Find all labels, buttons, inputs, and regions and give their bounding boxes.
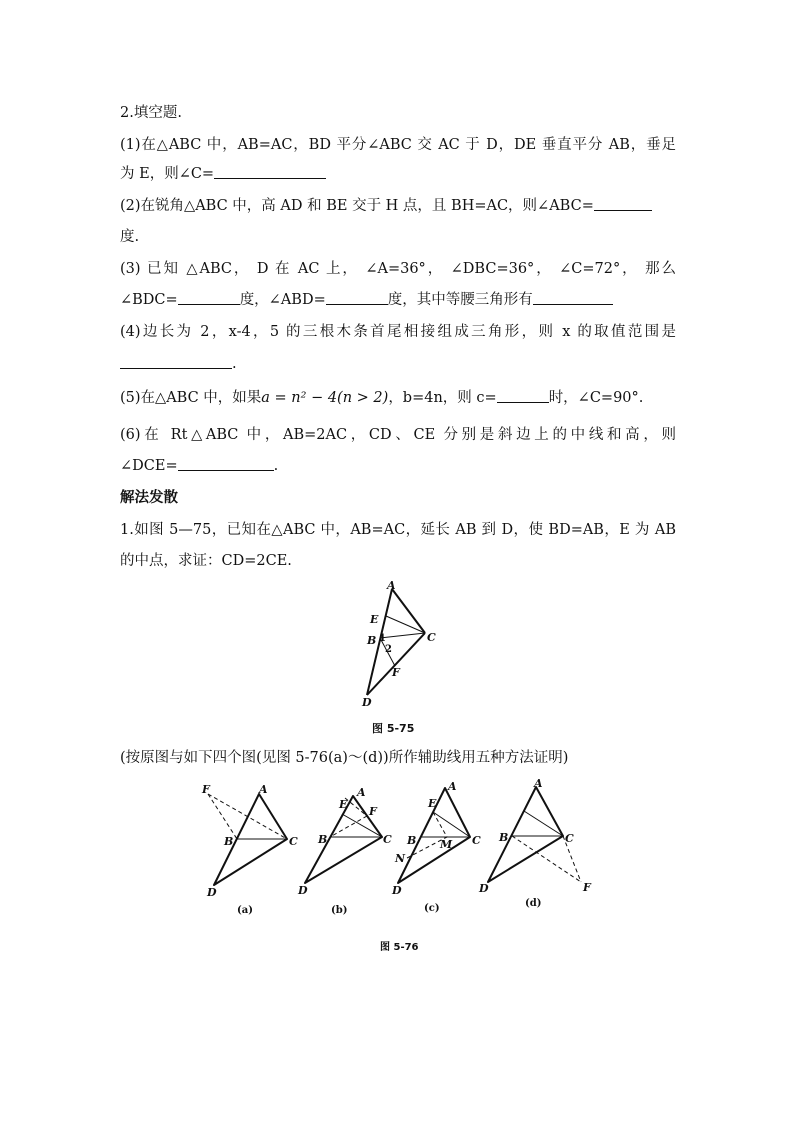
label-M: M [440,838,453,851]
question-5-text-c: 时，∠C=90°. [548,390,644,406]
question-4-line-2 [120,354,676,374]
question-6-line-2 [120,456,676,476]
label-C: C [427,631,436,644]
label-B: B [318,833,328,846]
question-1-line-2 [120,164,676,184]
label-A: A [448,780,457,793]
answer-blank[interactable] [178,456,274,471]
label-F: F [583,881,591,894]
question-6-period: . [273,458,279,474]
label-N: N [395,852,406,865]
problem-1-note: (按原图与如下四个图(见图 5-76(a)～(d))所作辅助线用五种方法证明) [120,750,569,766]
question-3-text-b: 度，∠ABD= [239,292,326,308]
question-3-line-1: (3) 已知 △ABC， D 在 AC 上， ∠A=36°， ∠DBC=36°， ∠C=72°， 那么 [120,261,676,277]
label-A: A [387,579,396,592]
label-E: E [428,797,437,810]
label-B: B [367,634,377,647]
label-B: B [499,831,509,844]
label-F: F [392,666,400,679]
question-6-text: ∠DCE= [120,458,178,474]
question-2-text: (2)在锐角△ABC 中，高 AD 和 BE 交于 H 点，且 BH=AC，则∠ABC= [120,198,594,214]
question-1-text: 为 E，则∠C= [120,166,215,182]
question-5-text-a: (5)在△ABC 中，如果 [120,390,262,406]
answer-blank[interactable] [594,196,652,211]
label-E: E [339,798,348,811]
answer-blank[interactable] [120,354,232,369]
problem-1-line-1: 1.如图 5—75，已知在△ABC 中，AB=AC，延长 AB 到 D，使 BD=AB，E 为 AB [120,522,676,538]
label-D: D [479,882,489,895]
label-A: A [534,777,543,790]
method-title: 解法发散 [120,490,178,506]
caption-a: (a) [237,905,253,916]
answer-blank[interactable] [214,164,326,179]
section-title: 2.填空题. [120,105,182,121]
label-B: B [407,834,417,847]
label-F: F [369,805,377,818]
label-A: A [259,783,268,796]
question-3-text-a: ∠BDC= [120,292,178,308]
question-3-text-c: 度，其中等腰三角形有 [387,292,533,308]
figure-5-76-b [295,780,405,920]
label-angle-1: 1 [379,633,386,644]
question-4-period: . [232,356,237,372]
label-F: F [202,783,210,796]
figure-5-76-d [475,775,600,915]
label-C: C [472,834,481,847]
answer-blank[interactable] [533,290,613,305]
question-5-line [120,388,676,408]
question-1-line-1: (1)在△ABC 中，AB=AC，BD 平分∠ABC 交 AC 于 D，DE 垂直平分 AB，垂足 [120,137,676,153]
label-C: C [565,832,574,845]
figure-5-76-a [195,780,305,920]
line-AC [392,589,425,633]
figure-5-75-caption: 图 5-75 [372,722,415,735]
question-4-line-1: (4)边长为 2，x-4，5 的三根木条首尾相接组成三角形，则 x 的取值范围是 [120,324,676,340]
figure-5-75 [355,578,445,713]
label-E: E [370,613,379,626]
answer-blank[interactable] [497,388,549,403]
label-A: A [357,786,366,799]
label-B: B [224,835,234,848]
caption-b: (b) [331,905,348,916]
line-BC [380,633,425,638]
question-2-line-1 [120,196,676,216]
question-2-line-2: 度. [120,229,140,245]
line-FB [208,794,237,839]
question-6-line-1: (6)在 Rt△ABC 中，AB=2AC，CD、CE 分别是斜边上的中线和高，则 [120,427,676,443]
answer-blank[interactable] [178,290,240,305]
line-FC [208,794,287,839]
question-3-line-2 [120,290,676,310]
figure-5-76-caption: 图 5-76 [380,942,419,953]
label-C: C [383,833,392,846]
label-C: C [289,835,298,848]
problem-1-line-2: 的中点，求证：CD=2CE. [120,553,292,569]
label-D: D [207,886,217,899]
answer-blank[interactable] [326,290,388,305]
caption-d: (d) [525,898,542,909]
question-5-text-b: ，b=4n，则 c= [388,390,497,406]
label-angle-2: 2 [385,644,392,655]
line-EM [433,812,447,837]
label-D: D [362,696,372,709]
label-D: D [298,884,308,897]
caption-c: (c) [424,903,440,914]
label-D: D [392,884,402,897]
question-5-formula: a = n² − 4(n > 2) [261,390,389,406]
